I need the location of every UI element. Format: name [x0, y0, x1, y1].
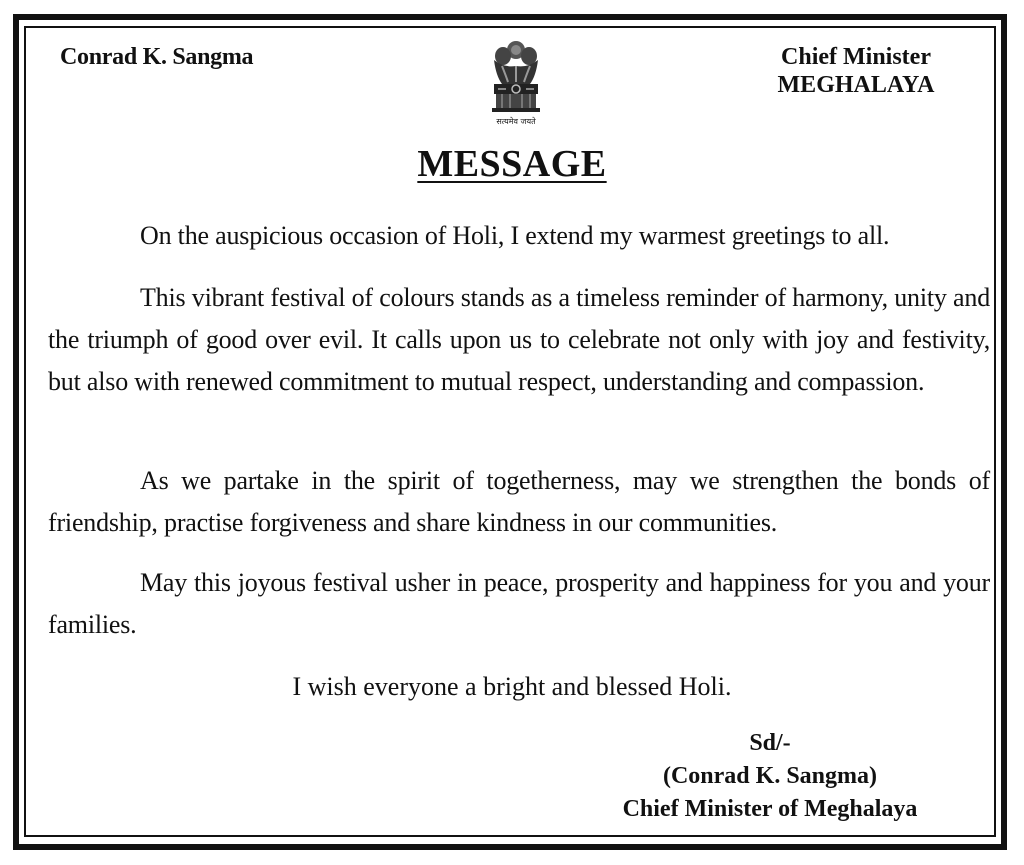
state-emblem-icon	[482, 36, 550, 132]
signature-name: (Conrad K. Sangma)	[662, 763, 878, 789]
closing-line: I wish everyone a bright and blessed Holi.	[292, 672, 732, 701]
signature-block	[580, 727, 960, 826]
signature-title: Chief Minister of Meghalaya	[622, 796, 918, 822]
signature-mark: Sd/-	[749, 730, 791, 756]
paragraph-wishes: May this joyous festival usher in peace, prosperity and happiness for you and your families.	[48, 568, 990, 639]
paragraph-greeting: On the auspicious occasion of Holi, I extend my warmest greetings to all.	[140, 221, 890, 250]
emblem-motto: सत्यमेव जयते	[496, 117, 536, 126]
page-title	[0, 142, 1024, 186]
header-state: MEGHALAYA	[777, 72, 935, 98]
page-title-text: MESSAGE	[417, 143, 607, 185]
paragraph-festival: This vibrant festival of colours stands as a timeless reminder of harmony, unity and the triumph of good over evil. It calls upon us to celebrate not only with joy and festivity, but also with renewed commitment to mutual respect, understanding and compassion.	[48, 283, 990, 396]
header-designation-block	[762, 43, 950, 99]
header-name: Conrad K. Sangma	[60, 44, 254, 70]
header-designation: Chief Minister	[781, 44, 931, 70]
paragraph-togetherness: As we partake in the spirit of togetherness, may we strengthen the bonds of friendship, practise forgiveness and share kindness in our communities.	[48, 466, 990, 537]
